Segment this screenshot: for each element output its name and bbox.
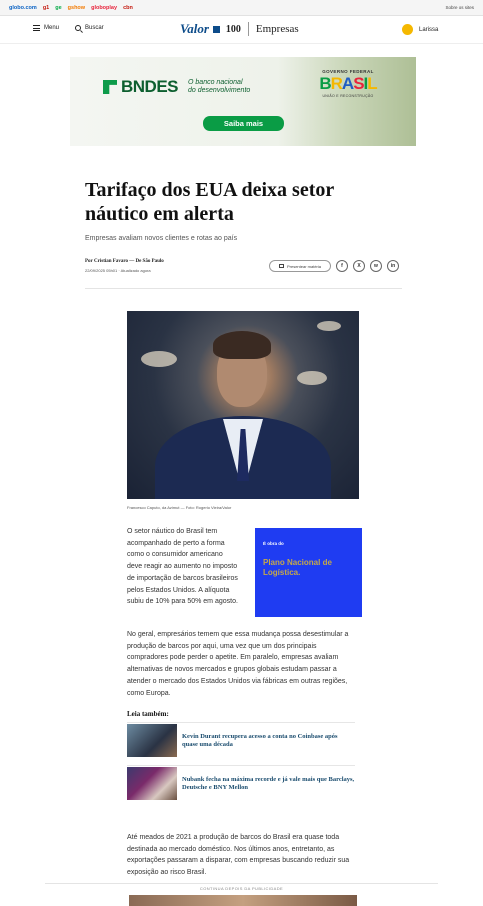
bndes-logo-icon: [103, 80, 117, 94]
share-bar: [269, 260, 399, 272]
divider: [85, 288, 402, 289]
brand-link-globoplay[interactable]: globoplay: [91, 4, 118, 11]
byline-location: — De São Paulo: [129, 259, 164, 264]
related-thumbnail[interactable]: [127, 767, 177, 800]
related-title[interactable]: Nubank fecha na máxima recorde e já vale mais que Barclays, Deutsche e BNY Mellon: [182, 775, 355, 791]
gift-icon: [279, 264, 284, 268]
ad-banner[interactable]: [70, 57, 416, 146]
hamburger-icon: [33, 25, 40, 31]
promo-ad[interactable]: [255, 528, 362, 617]
gift-article-button[interactable]: [269, 260, 331, 272]
photo-light: [317, 321, 341, 331]
related-item[interactable]: [127, 722, 355, 758]
user-name: Larissa: [419, 26, 439, 33]
ad-tagline: [188, 79, 250, 95]
related-title[interactable]: Kevin Durant recupera acesso a conta no Coinbase após quase uma década: [182, 732, 338, 748]
gov-name-letter: I: [363, 74, 368, 93]
ad-tagline-line-2: do desenvolvimento: [188, 87, 251, 94]
ad-tagline-line-1: O banco nacional: [188, 79, 243, 86]
promo-kicker: É obra do: [263, 541, 284, 546]
photo-light: [297, 371, 327, 385]
ad-cta-button[interactable]: Saiba mais: [203, 116, 284, 131]
gov-name-letter: B: [319, 74, 331, 93]
gov-name-letter: S: [353, 74, 364, 93]
gov-label: GOVERNO FEDERAL: [322, 69, 374, 74]
logo-divider: [248, 22, 249, 36]
anniversary-badge: 100: [225, 23, 241, 35]
share-linkedin-icon[interactable]: in: [387, 260, 399, 272]
article-title: Tarifaço dos EUA deixa setor náutico em alerta: [85, 179, 334, 225]
brand-link-ge[interactable]: ge: [55, 4, 62, 11]
gov-name: [308, 74, 388, 94]
article-paragraph: Até meados de 2021 a produção de barcos do Brasil era quase toda destinada ao mercado doméstico. Nos últimos anos, entretanto, as exportações passaram a disparar, com empresas buscando reduzir sua exposição ao risco Brasil.: [127, 834, 350, 877]
site-header: [0, 16, 483, 44]
related-thumbnail[interactable]: [127, 724, 177, 757]
gov-name-text: [319, 74, 376, 93]
logo-mark-icon: [213, 26, 220, 33]
related-heading: Leia também:: [127, 710, 169, 718]
menu-button[interactable]: [33, 25, 59, 31]
gov-logo: [308, 69, 388, 98]
gov-sub: UNIÃO E RECONSTRUÇÃO: [322, 94, 374, 98]
logo-text: Valor: [180, 21, 209, 36]
ad-brand-name: BNDES: [121, 77, 179, 96]
menu-label: Menu: [44, 25, 60, 31]
brand-link-cbn[interactable]: cbn: [123, 4, 133, 11]
brand-link-gshow[interactable]: gshow: [67, 4, 86, 11]
brand-link-globo[interactable]: globo.com: [9, 4, 37, 11]
gov-name-letter: L: [367, 74, 377, 93]
promo-headline: Plano Nacional de Logística.: [263, 558, 332, 577]
gov-name-letter: R: [330, 74, 342, 93]
article-subtitle: Empresas avaliam novos clientes e rotas ao país: [85, 235, 238, 242]
byline-prefix: Por: [85, 259, 93, 264]
photo-hair: [213, 331, 271, 359]
search-button[interactable]: [75, 25, 104, 31]
share-x-icon[interactable]: X: [353, 260, 365, 272]
related-item[interactable]: [127, 765, 355, 801]
share-whatsapp-icon[interactable]: w: [370, 260, 382, 272]
search-icon: [75, 25, 81, 31]
publish-date: 22/09/2025 05h01 · Atualizado agora: [85, 268, 151, 273]
photo-caption: Francesco Caputo, da Azimut — Foto: Rogerio Vieira/Valor: [127, 505, 232, 510]
section-name[interactable]: Empresas: [255, 23, 299, 35]
author-link[interactable]: Cristian Favaro: [94, 259, 128, 264]
ad-image[interactable]: [129, 895, 357, 906]
global-topbar: [0, 0, 483, 16]
user-menu[interactable]: [402, 24, 438, 35]
sites-link[interactable]: Sobre os sites: [445, 5, 474, 10]
photo-light: [141, 351, 177, 367]
article-paragraph: O setor náutico do Brasil tem acompanhado de perto a forma como o consumidor americano deve reagir ao aumento no imposto de importação de barcos brasileiros pelos Estados Unidos. A alíquota subiu de 10% para 50% em agosto.: [127, 528, 238, 606]
search-label: Buscar: [85, 25, 104, 31]
article-photo[interactable]: [127, 311, 359, 499]
gift-label: Presentear matéria: [286, 263, 321, 269]
byline: [85, 259, 164, 264]
brand-link-g1[interactable]: g1: [42, 4, 50, 11]
avatar-icon: [402, 24, 413, 35]
site-logo[interactable]: [180, 21, 299, 37]
share-facebook-icon[interactable]: f: [336, 260, 348, 272]
ad-brand: [103, 77, 250, 97]
ad-notice: CONTINUA DEPOIS DA PUBLICIDADE: [0, 886, 483, 891]
article-paragraph: No geral, empresários temem que essa mudança possa desestimular a produção de barcos por aqui, uma vez que um dos principais compradores pode perder o apetite. Em paralelo, empresas avaliam alternativas de novos mercados e grupos globais estudam passar a atender o mercado dos Estados Unidos via fábricas em outras regiões, como Europa.: [127, 631, 349, 697]
gov-name-letter: A: [341, 74, 354, 93]
